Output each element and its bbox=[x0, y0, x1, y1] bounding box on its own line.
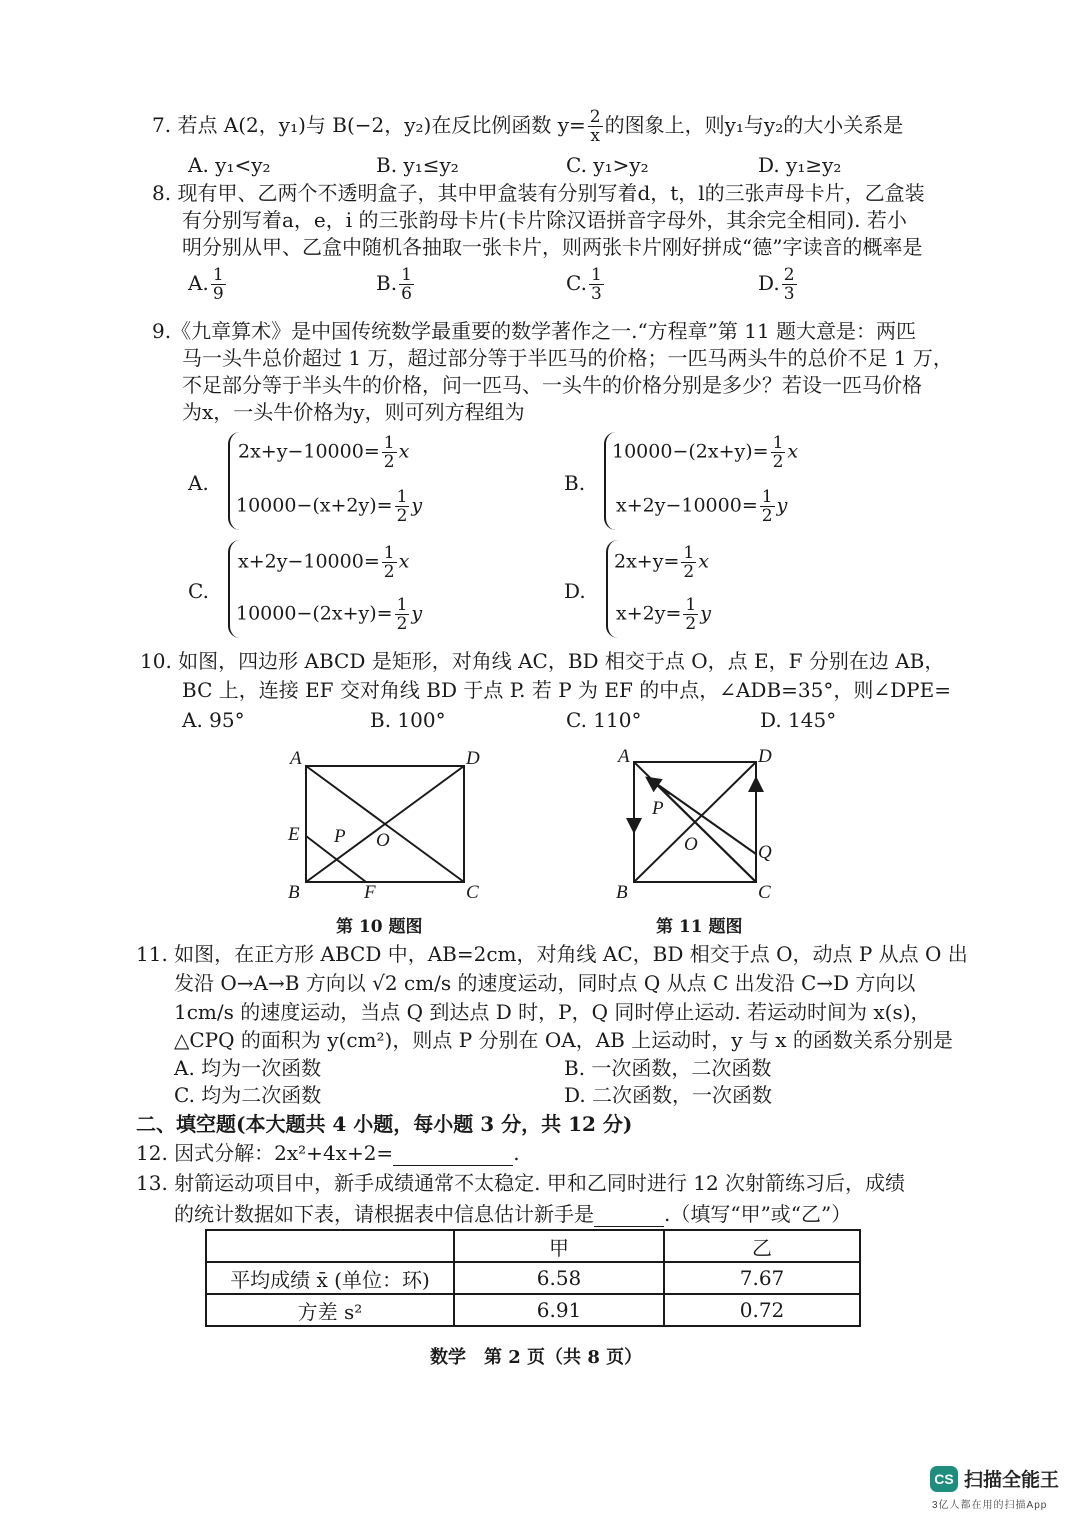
q9-option-a-eq1: 2x+y−10000= $\frac{1}{2}$ x bbox=[238, 433, 410, 472]
fig10-label-f: F bbox=[364, 882, 376, 903]
q10-option-c: C. 110° bbox=[566, 708, 642, 732]
table-row bbox=[206, 1294, 860, 1326]
q12-answer-blank[interactable] bbox=[393, 1145, 513, 1166]
fig10-label-d: D bbox=[466, 748, 480, 769]
q7-text-before: 若点 A(2，y₁)与 B(−2，y₂)在反比例函数 y= bbox=[177, 113, 586, 137]
q10-line-1: 10. 如图，四边形 ABCD 是矩形，对角线 AC，BD 相交于点 O，点 E，F 分别在边 AB， bbox=[140, 649, 945, 673]
fig10-label-e: E bbox=[288, 824, 300, 845]
q7-option-d: D. y₁≥y₂ bbox=[758, 153, 842, 177]
fig10-label-a: A bbox=[290, 748, 302, 769]
q9-line-4: 为x，一头牛价格为y，则可列方程组为 bbox=[182, 400, 525, 424]
fig11-arrow-diagonal bbox=[650, 780, 670, 794]
q9-option-c-label: C. bbox=[188, 579, 209, 603]
q9-option-a-eq2: 10000−(x+2y)= $\frac{1}{2}$ y bbox=[236, 487, 423, 526]
table-header-cell: 甲 bbox=[454, 1230, 664, 1262]
scanner-logo-badge: CS bbox=[930, 1466, 958, 1492]
table-header-cell: 乙 bbox=[664, 1230, 860, 1262]
fig11-label-d: D bbox=[758, 746, 772, 767]
table-header-row bbox=[206, 1230, 860, 1262]
table-cell: 6.91 bbox=[454, 1294, 664, 1326]
fig11-label-q: Q bbox=[758, 842, 772, 863]
q9-option-b-eq1: 10000−(2x+y)= $\frac{1}{2}$ x bbox=[612, 433, 799, 472]
fig11-caption: 第 11 题图 bbox=[656, 917, 743, 937]
fig10-label-p: P bbox=[334, 826, 346, 847]
q9-line-2: 马一头牛总价超过 1 万，超过部分等于半匹马的价格；一匹马两头牛的总价不足 1 万， bbox=[182, 346, 953, 370]
q13-line-2: 的统计数据如下表，请根据表中信息估计新手是 .（填写“甲”或“乙”） bbox=[174, 1202, 852, 1226]
q11-option-d: D. 二次函数，一次函数 bbox=[564, 1083, 773, 1107]
q7-fraction: $\frac{2}{x}$ bbox=[589, 107, 601, 146]
q11-line-4: △CPQ 的面积为 y(cm²)，则点 P 分别在 OA，AB 上运动时，y 与 x 的函数关系分别是 bbox=[174, 1028, 953, 1052]
table-header-cell bbox=[206, 1230, 454, 1262]
q10-option-a: A. 95° bbox=[182, 708, 245, 732]
q13-stats-table bbox=[205, 1229, 861, 1327]
q9-option-b-eq2: x+2y−10000= $\frac{1}{2}$ y bbox=[616, 487, 788, 526]
q9-option-c-eq1: x+2y−10000= $\frac{1}{2}$ x bbox=[238, 543, 410, 582]
q11-line-2: 发沿 O→A→B 方向以 √2 cm/s 的速度运动，同时点 Q 从点 C 出发沿 C→D 方向以 bbox=[174, 971, 916, 995]
q8-line-3: 明分别从甲、乙盒中随机各抽取一张卡片，则两张卡片刚好拼成“德”字读音的概率是 bbox=[182, 235, 923, 259]
fig10-label-b: B bbox=[288, 882, 300, 903]
q7-option-b: B. y₁≤y₂ bbox=[376, 153, 459, 177]
table-cell: 7.67 bbox=[664, 1262, 860, 1294]
scanner-brand-tagline: 3亿人都在用的扫描App bbox=[932, 1500, 1048, 1511]
fig10-label-o: O bbox=[376, 830, 390, 851]
q11-option-a: A. 均为一次函数 bbox=[174, 1056, 322, 1080]
fig11-label-p: P bbox=[652, 798, 664, 819]
q11-line-3: 1cm/s 的速度运动，当点 Q 到达点 D 时，P，Q 同时停止运动. 若运动时间为 x(s)， bbox=[174, 1000, 931, 1024]
q11-line-1: 11. 如图，在正方形 ABCD 中，AB=2cm，对角线 AC，BD 相交于点 O，动点 P 从点 O 出 bbox=[136, 942, 968, 966]
scanner-brand-name: 扫描全能王 bbox=[964, 1470, 1060, 1491]
page-footer: 数学 第 2 页（共 8 页） bbox=[430, 1347, 643, 1368]
fig11-label-a: A bbox=[618, 746, 630, 767]
section-2-heading: 二、填空题(本大题共 4 小题，每小题 3 分，共 12 分) bbox=[136, 1112, 633, 1136]
q8-option-b: B. $\frac{1}{6}$ bbox=[376, 265, 412, 304]
q12-line: 12. 因式分解：2x²+4x+2= . bbox=[136, 1141, 520, 1165]
q8-line-1: 8. 现有甲、乙两个不透明盒子，其中甲盒装有分别写着d，t，l的三张声母卡片，乙盒装 bbox=[152, 181, 925, 205]
q11-option-b: B. 一次函数，二次函数 bbox=[564, 1056, 772, 1080]
fig11-label-o: O bbox=[684, 834, 698, 855]
q9-option-d-label: D. bbox=[564, 579, 586, 603]
q7-number: 7. bbox=[152, 113, 172, 137]
figure-10 bbox=[280, 744, 500, 904]
fig11-label-b: B bbox=[616, 882, 628, 903]
q8-option-a: A. $\frac{1}{9}$ bbox=[188, 265, 224, 304]
q7-option-a: A. y₁<y₂ bbox=[188, 153, 271, 177]
table-cell: 平均成绩 x̄ (单位：环) bbox=[206, 1262, 454, 1294]
q11-option-c: C. 均为二次函数 bbox=[174, 1083, 322, 1107]
q8-line-2: 有分别写着a，e，i 的三张韵母卡片(卡片除汉语拼音字母外，其余完全相同). 若小 bbox=[182, 208, 907, 232]
table-cell: 0.72 bbox=[664, 1294, 860, 1326]
q9-option-a-label: A. bbox=[188, 471, 209, 495]
table-cell: 方差 s² bbox=[206, 1294, 454, 1326]
q9-option-c-eq2: 10000−(2x+y)= $\frac{1}{2}$ y bbox=[236, 595, 423, 634]
figure-11 bbox=[610, 744, 790, 904]
table-cell: 6.58 bbox=[454, 1262, 664, 1294]
q13-line-1: 13. 射箭运动项目中，新手成绩通常不太稳定. 甲和乙同时进行 12 次射箭练习后，成绩 bbox=[136, 1171, 906, 1195]
q9-option-d-eq2: x+2y= $\frac{1}{2}$ y bbox=[616, 595, 711, 634]
q10-line-2: BC 上，连接 EF 交对角线 BD 于点 P. 若 P 为 EF 的中点，∠ADB=35°，则∠DPE= bbox=[182, 678, 951, 702]
q9-line-3: 不足部分等于半头牛的价格，问一匹马、一头牛的价格分别是多少？若设一匹马价格 bbox=[182, 373, 922, 397]
q10-option-d: D. 145° bbox=[760, 708, 837, 732]
q7-option-c: C. y₁>y₂ bbox=[566, 153, 649, 177]
q8-option-c: C. $\frac{1}{3}$ bbox=[566, 265, 602, 304]
q7-text-after: 的图象上，则y₁与y₂的大小关系是 bbox=[604, 113, 904, 137]
q8-option-d: D. $\frac{2}{3}$ bbox=[758, 265, 795, 304]
q10-option-b: B. 100° bbox=[370, 708, 446, 732]
table-row bbox=[206, 1262, 860, 1294]
fig10-caption: 第 10 题图 bbox=[336, 917, 423, 937]
q9-option-d-eq1: 2x+y= $\frac{1}{2}$ x bbox=[614, 543, 709, 582]
q9-line-1: 9.《九章算术》是中国传统数学最重要的数学著作之一.“方程章”第 11 题大意是：两匹 bbox=[152, 319, 917, 343]
q9-option-b-label: B. bbox=[564, 471, 586, 495]
q13-answer-blank[interactable] bbox=[594, 1206, 664, 1227]
fig10-label-c: C bbox=[466, 882, 479, 903]
q7-line bbox=[152, 108, 903, 145]
fig11-segment-pc bbox=[654, 782, 756, 882]
fig11-label-c: C bbox=[758, 882, 771, 903]
